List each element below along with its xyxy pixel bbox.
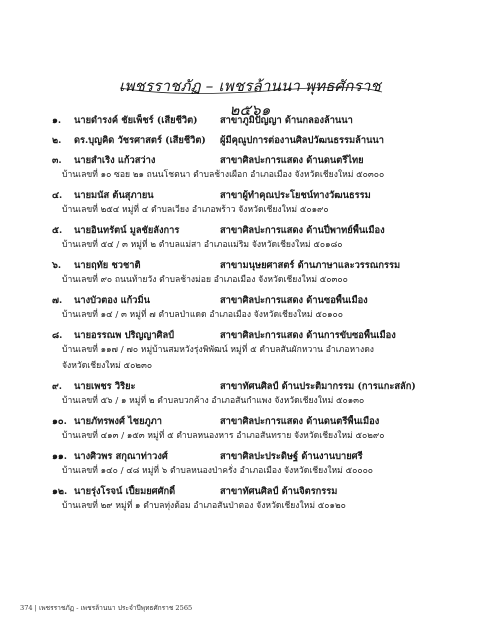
entry-branch: สาขาภูมิปัญญา ด้านกลองล้านนา	[220, 115, 353, 126]
entry-address: บ้านเลขที่ ๒๙ หมู่ที่ ๑ ตำบลทุ่งต้อม อำเภอสันป่าตอง จังหวัดเชียงใหม่ ๕๐๑๒๐	[62, 501, 346, 511]
entry-number: ๕.	[52, 225, 63, 236]
list-item	[52, 450, 462, 478]
entry-name: ดร.บุญคิด วัชรศาสตร์ (เสียชีวิต)	[74, 135, 206, 146]
entry-number: ๗.	[52, 295, 63, 306]
entry-address: บ้านเลขที่ ๙๐ ถนนท้ายวัง ตำบลช้างม่อย อำเภอเมือง จังหวัดเชียงใหม่ ๕๐๓๐๐	[62, 275, 348, 285]
entry-branch: สาขาศิลปะการแสดง ด้านซอพื้นเมือง	[220, 295, 368, 306]
entry-number: ๑๒.	[52, 486, 68, 497]
entry-address: บ้านเลขที่ ๑๔ / ๓ หมู่ที่ ๗ ตำบลป่าแดด อำเภอเมือง จังหวัดเชียงใหม่ ๕๐๑๐๐	[62, 310, 344, 320]
entry-name: นางศิวพร สกุณาท่าวงศ์	[74, 451, 168, 462]
entry-address: บ้านเลขที่ ๑๔๐ / ๔๘ หมู่ที่ ๖ ตำบลหนองป่าครั่ง อำเภอเมือง จังหวัดเชียงใหม่ ๕๐๐๐๐	[62, 466, 374, 476]
entry-address: บ้านเลขที่ ๑๐ ซอย ๒๑ ถนนโชตนา ตำบลช้างเผือก อำเภอเมือง จังหวัดเชียงใหม่ ๕๐๓๐๐	[62, 170, 385, 180]
entry-address: บ้านเลขที่ ๔๑๓ / ๑๕๓ หมู่ที่ ๕ ตำบลหนองหาร อำเภอสันทราย จังหวัดเชียงใหม่ ๕๐๒๙๐	[62, 431, 385, 441]
list-item	[52, 154, 462, 182]
page-footer: 374 | เพชรราชภัฏ - เพชรล้านนา ประจำปีพุทธศักราช 2565	[20, 604, 193, 612]
entry-address-continued: จังหวัดเชียงใหม่ ๕๐๒๓๐	[62, 361, 153, 371]
list-item	[52, 294, 462, 322]
entry-number: ๑.	[52, 115, 62, 126]
page-title-text: เพชรราชภัฏ – เพชรล้านนา พุทธศักราช ๒๕๖๑	[119, 77, 381, 119]
entry-address: บ้านเลขที่ ๕๖ / ๑ หมู่ที่ ๒ ตำบลบวกค้าง อำเภอสันกำแพง จังหวัดเชียงใหม่ ๕๐๑๓๐	[62, 396, 365, 406]
list-item	[52, 189, 462, 217]
entry-number: ๓.	[52, 155, 62, 166]
entry-branch: สาขาศิลปะการแสดง ด้านปี่พาทย์พื้นเมือง	[220, 225, 385, 236]
list-item	[52, 259, 462, 287]
entry-branch: สาขามนุษยศาสตร์ ด้านภาษาและวรรณกรรม	[220, 260, 401, 271]
entry-number: ๙.	[52, 381, 63, 392]
entry-name: นายดำรงค์ ชัยเพ็ชร์ (เสียชีวิต)	[74, 115, 198, 126]
entry-name: นายภัทรพงศ์ ไชยภูภา	[74, 416, 162, 427]
entry-number: ๒.	[52, 135, 62, 146]
list-item	[52, 415, 462, 443]
entry-number: ๑๑.	[52, 451, 68, 462]
entry-name: นายฤทัย ชวชาติ	[74, 260, 141, 271]
entry-number: ๖.	[52, 260, 62, 271]
entry-address: บ้านเลขที่ ๑๑๗ / ๗๐ หมู่บ้านสมหวังรุ่งพิพัฒน์ หมู่ที่ ๕ ตำบลสันผักหวาน อำเภอหางดง	[62, 345, 374, 355]
entry-name: นายสำเริง แก้วสว่าง	[74, 155, 156, 166]
entry-branch: สาขาทัศนศิลป์ ด้านจิตรกรรม	[220, 486, 338, 497]
entry-branch: สาขาทัศนศิลป์ ด้านประติมากรรม (การแกะสลัก)	[220, 381, 416, 392]
list-item	[52, 134, 462, 154]
entry-number: ๔.	[52, 190, 63, 201]
list-item	[52, 329, 462, 373]
entry-branch: สาขาผู้ทำคุณประโยชน์ทางวัฒนธรรม	[220, 190, 371, 201]
page-title	[110, 66, 390, 119]
entry-branch: สาขาศิลปะการแสดง ด้านดนตรีพื้นเมือง	[220, 416, 380, 427]
entry-branch: ผู้มีคุณูปการต่องานศิลปวัฒนธรรมล้านนา	[220, 135, 385, 146]
entry-name: นายเพชร วิริยะ	[74, 381, 136, 392]
entry-address: บ้านเลขที่ ๕๔ / ๓ หมู่ที่ ๒ ตำบลแม่สา อำเภอแม่ริม จังหวัดเชียงใหม่ ๕๐๑๘๐	[62, 240, 343, 250]
entry-name: นายอรรณพ ปริญญาศิลป์	[74, 330, 175, 341]
awardee-list	[52, 114, 462, 520]
entry-branch: สาขาศิลปะการแสดง ด้านการขับซอพื้นเมือง	[220, 330, 396, 341]
entry-name: นายอินทรัตน์ มูลชัยลังการ	[74, 225, 180, 236]
entry-branch: สาขาศิลปะประดิษฐ์ ด้านงานบายศรี	[220, 451, 363, 462]
entry-name: นายรุ่งโรจน์ เปี้ยมยศศักดิ์	[74, 486, 176, 497]
entry-name: นายมนัส ต้นสุภายน	[74, 190, 154, 201]
entry-name: นางบัวตอง แก้วมิ่น	[74, 295, 150, 306]
entry-address: บ้านเลขที่ ๒๕๔ หมู่ที่ ๔ ตำบลเวียง อำเภอพร้าว จังหวัดเชียงใหม่ ๕๐๑๙๐	[62, 205, 329, 215]
entry-branch: สาขาศิลปะการแสดง ด้านดนตรีไทย	[220, 155, 364, 166]
list-item	[52, 380, 462, 408]
list-item	[52, 224, 462, 252]
entry-number: ๘.	[52, 330, 63, 341]
list-item	[52, 114, 462, 134]
list-item	[52, 485, 462, 513]
entry-number: ๑๐.	[52, 416, 67, 427]
